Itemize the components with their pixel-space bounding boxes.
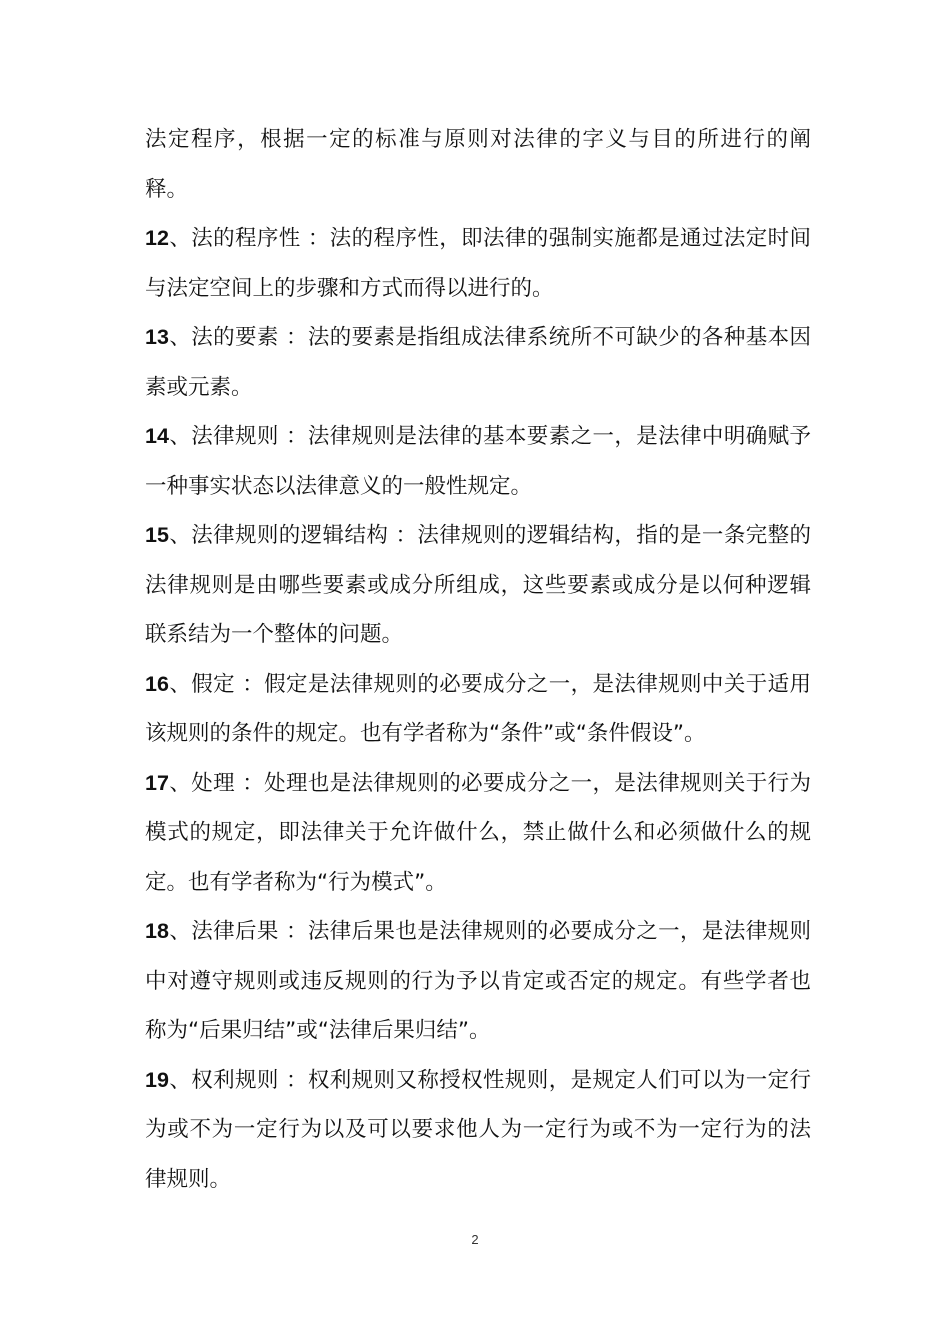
item-number: 19 <box>145 1067 169 1092</box>
item-text: 、法律后果 ：法律后果也是法律规则的必要成分之一，是法律规则中对遵守规则或违反规则的行为予以肯定或否定的规定。有些学者也称为“后果归结”或“法律后果归结”。 <box>145 919 811 1043</box>
definition-item-12 <box>145 214 811 313</box>
definition-item-14 <box>145 412 811 511</box>
definition-item-13 <box>145 313 811 412</box>
item-number: 14 <box>145 424 169 448</box>
item-number: 17 <box>145 770 169 795</box>
definition-item-18 <box>145 907 811 1056</box>
item-text: 、法的要素 ：法的要素是指组成法律系统所不可缺少的各种基本因素或元素。 <box>145 325 811 400</box>
document-body <box>145 115 811 1204</box>
item-number: 13 <box>145 325 169 349</box>
continuation-paragraph: 法定程序，根据一定的标准与原则对法律的字义与目的所进行的阐释。 <box>145 127 811 202</box>
item-number: 15 <box>145 523 169 547</box>
item-text: 、法律规则的逻辑结构 ：法律规则的逻辑结构，指的是一条完整的法律规则是由哪些要素或成分所组成，这些要素或成分是以何种逻辑联系结为一个整体的问题。 <box>145 523 811 647</box>
item-number: 16 <box>145 671 169 696</box>
definition-item-15 <box>145 511 811 660</box>
item-number: 18 <box>145 919 169 943</box>
definition-item-17 <box>145 759 811 908</box>
item-text: 、权利规则 ：权利规则又称授权性规则，是规定人们可以为一定行为或不为一定行为以及可以要求他人为一定行为或不为一定行为的法律规则。 <box>145 1067 811 1192</box>
definition-item-19 <box>145 1056 811 1205</box>
item-number: 12 <box>145 226 169 250</box>
item-text: 、假定 ：假定是法律规则的必要成分之一，是法律规则中关于适用该规则的条件的规定。也有学者称为“条件”或“条件假设”。 <box>145 671 811 746</box>
page-number: 2 <box>471 1232 479 1247</box>
item-text: 、法的程序性 ：法的程序性，即法律的强制实施都是通过法定时间与法定空间上的步骤和方式而得以进行的。 <box>145 226 811 301</box>
item-text: 、处理 ：处理也是法律规则的必要成分之一，是法律规则关于行为模式的规定，即法律关于允许做什么，禁止做什么和必须做什么的规定。也有学者称为“行为模式”。 <box>145 770 811 895</box>
definition-item-16 <box>145 660 811 759</box>
item-text: 、法律规则 ：法律规则是法律的基本要素之一，是法律中明确赋予一种事实状态以法律意义的一般性规定。 <box>145 424 811 499</box>
